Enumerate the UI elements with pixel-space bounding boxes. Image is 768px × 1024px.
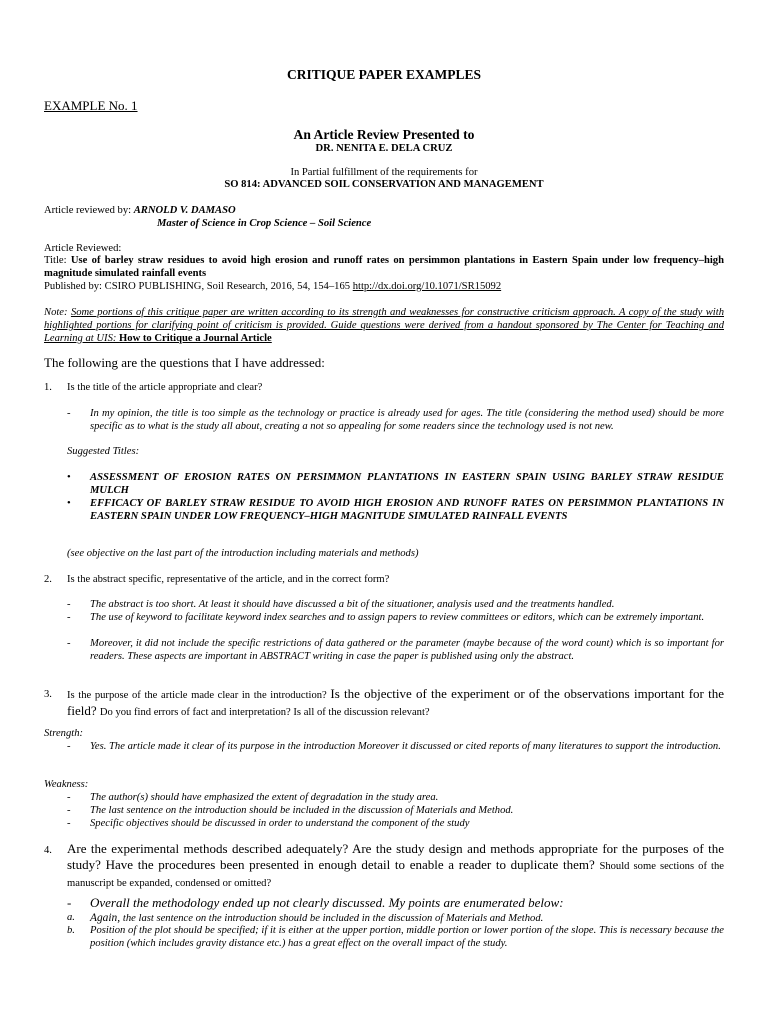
q1-number: 1. [44,382,52,393]
course-title: SO 814: ADVANCED SOIL CONSERVATION AND MANAGEMENT [224,179,544,190]
doi-link[interactable]: http://dx.doi.org/10.1071/SR15092 [352,281,502,292]
q2-question: Is the abstract specific, representative of the article, and in the correct form? [67,574,390,585]
q3-question [67,686,724,720]
note-prefix: Note: [44,307,71,318]
q4-number: 4. [44,845,52,856]
reviewer-label: Article reviewed by: [44,205,134,216]
q4-question [67,841,724,891]
q4-dash: - [67,895,72,910]
q1-question: Is the title of the article appropriate and clear? [67,382,263,393]
q3-number: 3. [44,689,52,700]
q3-question-a: Is the purpose of the article made clear in the introduction? [67,690,331,701]
reviewer-name: ARNOLD V. DAMASO [133,205,236,216]
weakness-3: Specific objectives should be discussed in order to understand the component of the study [90,818,470,829]
q4-point-b: Position of the plot should be specified; if it is either at the upper portion, middle portion or lower portion of the slope. This is necessary because the position (which includes gravity distance etc.) has a great effect on the overall impact of the study. [90,925,724,949]
q4-point-a [90,912,543,926]
weakness-1: The author(s) should have emphasized the extent of degradation in the study area. [90,792,439,803]
weakness-dash-2: - [67,805,71,816]
q4-point-a-text: the last sentence on the introduction should be included in the discussion of Materials and Method. [122,913,544,924]
bullet-1: • [67,472,71,483]
strength-label: Strength: [44,728,84,739]
q4-mark-a: a. [67,912,75,923]
suggested-titles-label: Suggested Titles: [67,446,140,457]
q2-dash-3: - [67,638,71,649]
q4-question-a: Are the experimental methods described adequately? Are the study design and methods appropriate for the purposes of the study? Have the procedures been presented in enough detail to enable a reader to duplicate them? [67,841,724,872]
intro-line: The following are the questions that I have addressed: [44,355,325,370]
recipient-name: DR. NENITA E. DELA CRUZ [315,143,453,154]
q3-question-b: Is the objective of the experiment or of the observations important for the field? [67,686,724,718]
note-source: How to Critique a Journal Article [119,332,272,344]
article-title-block [44,255,724,281]
review-heading: An Article Review Presented to [293,127,475,142]
q2-number: 2. [44,574,52,585]
suggested-title-1: ASSESSMENT OF EROSION RATES ON PERSIMMON PLANTATIONS IN EASTERN SPAIN USING BARLEY STRAW RESIDUE MULCH [90,472,724,496]
bullet-2: • [67,498,71,509]
q1-answer: In my opinion, the title is too simple as the technology or practice is already used for ages. The title (considering the method used) should be more specific as to what is the study all about, creating a not so appealing for some readers since the technology used is not new. [90,408,724,432]
published-line [44,281,501,294]
reviewer-line [44,205,236,218]
q2-dash-1: - [67,599,71,610]
q2-dash-2: - [67,612,71,623]
weakness-label: Weakness: [44,779,89,790]
document-title: CRITIQUE PAPER EXAMPLES [286,67,482,82]
q4-question-b: Should some sections of the manuscript be expanded, condensed or omitted? [67,861,724,889]
q2-point-1: The abstract is too short. At least it should have discussed a bit of the situationer, analysis used and the treatments handled. [90,599,615,610]
article-label: Article Reviewed: [44,243,122,254]
article-title-label: Title: [44,255,71,266]
weakness-2: The last sentence on the introduction should be included in the discussion of Materials and Method. [90,805,514,816]
q1-see-note: (see objective on the last part of the introduction including materials and methods) [67,548,419,559]
weakness-dash-3: - [67,818,71,829]
partial-fulfillment: In Partial fulfillment of the requirements for [290,167,478,178]
weakness-dash-1: - [67,792,71,803]
q3-question-c: Do you find errors of fact and interpretation? Is all of the discussion relevant? [99,707,430,718]
strength-text: Yes. The article made it clear of its purpose in the introduction Moreover it discussed or cited reports of many literatures to support the introduction. [90,741,721,752]
q2-point-3: Moreover, it did not include the specific restrictions of data gathered or the parameter (maybe because of the word count) which is so important for readers. These aspects are important in ABSTRACT writing in case the paper is published using only the abstract. [90,638,724,662]
strength-dash: - [67,741,71,752]
published-label: Published by: CSIRO PUBLISHING, Soil Research, 2016, 54, 154–165 [44,281,353,292]
q2-point-2: The use of keyword to facilitate keyword index searches and to assign papers to review committees or editors, which can be extremely important. [90,612,705,623]
suggested-title-2: EFFICACY OF BARLEY STRAW RESIDUE TO AVOID HIGH EROSION AND RUNOFF RATES ON PERSIMMON PLANTATIONS IN EASTERN SPAIN UNDER LOW FREQUENCY–HIGH MAGNITUDE SIMULATED RAINFALL EVENTS [90,498,724,522]
article-title: Use of barley straw residues to avoid high erosion and runoff rates on persimmon plantations in Eastern Spain under low frequency–high magnitude simulated rainfall events [44,255,724,279]
reviewer-degree: Master of Science in Crop Science – Soil Science [157,218,372,229]
q4-mark-b: b. [67,925,75,936]
example-number: EXAMPLE No. 1 [44,98,138,113]
note-body: Some portions of this critique paper are written according to its strength and weaknesses for constructive criticism approach. A copy of the study with highlighted portions for clarifying point of criticism is provided. Guide questions were derived from a handout sponsored by The Center for Teaching and Learning at UIS: [44,307,724,344]
note-paragraph [44,307,724,345]
q4-overall: Overall the methodology ended up not clearly discussed. My points are enumerated below: [90,895,564,910]
q1-dash: - [67,408,71,419]
q4-point-a-lead: Again, [90,912,123,924]
